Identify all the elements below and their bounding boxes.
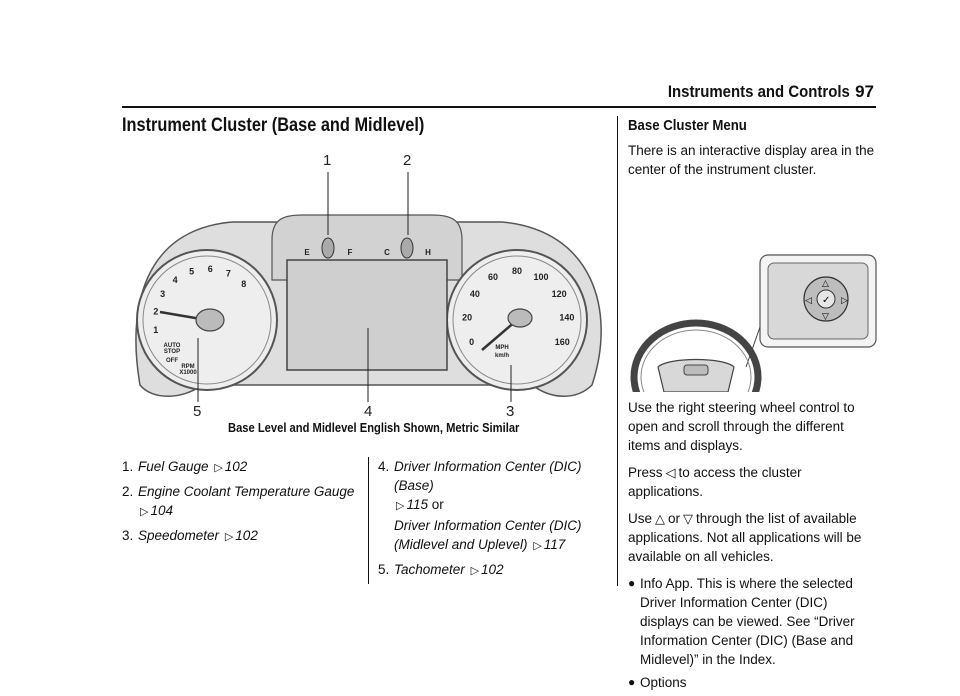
- speedo-tick-label: 60: [487, 272, 498, 283]
- speedo-tick-label: 40: [469, 289, 480, 300]
- tach-tick-label: 3: [160, 288, 166, 299]
- tach-text: X1000: [179, 370, 197, 376]
- page-header: [0, 0, 960, 110]
- up-arrow-icon: △: [822, 279, 829, 289]
- tach-tick-label: 8: [241, 279, 247, 290]
- tach-text: STOP: [163, 349, 181, 355]
- callout-list-left: [122, 457, 358, 551]
- base-cluster-menu-section: [628, 110, 878, 696]
- tach-tick-label: 2: [153, 306, 159, 317]
- callout-list-right: [378, 457, 613, 585]
- list-item: 3. Speedometer ▷ 102: [122, 526, 358, 547]
- up-arrow-icon: △: [655, 511, 666, 526]
- callout-3: 3: [506, 403, 515, 420]
- page-ref-arrow-icon: ▷: [533, 540, 542, 552]
- down-arrow-icon: ▽: [683, 511, 694, 526]
- speedo-tick-label: 100: [533, 272, 549, 283]
- steering-wheel-hub: [658, 360, 734, 393]
- down-arrow-icon: ▽: [822, 312, 829, 322]
- page-ref-arrow-icon: ▷: [224, 531, 234, 543]
- section-title: Instrument Cluster (Base and Midlevel): [122, 115, 425, 136]
- bullet-icon: ●: [628, 675, 636, 689]
- speedo-tick-label: 120: [551, 289, 567, 300]
- speedo-tick-label: 140: [559, 312, 575, 323]
- bullet-icon: ●: [628, 576, 636, 590]
- page-ref-arrow-icon: ▷: [396, 500, 405, 512]
- bullet-item: ● Info App. This is where the selected Driver Information Center (DIC) displays can be viewed. See “Driver Information Center (DIC) (Base and Midlevel)” in the Index.: [628, 576, 855, 667]
- page-ref-arrow-icon: ▷: [470, 565, 480, 577]
- column-divider: [368, 457, 369, 584]
- bullet-item: ● Options: [628, 675, 687, 690]
- list-item: 1. Fuel Gauge ▷ 102: [122, 457, 358, 478]
- column-divider: [617, 116, 618, 586]
- intro-paragraph: There is an interactive display area in the center of the instrument cluster.: [628, 143, 875, 177]
- speedo-text: MPH: [495, 345, 509, 351]
- page-ref-arrow-icon: ▷: [214, 462, 223, 474]
- tach-text: RPM: [181, 364, 195, 370]
- figure-caption: Base Level and Midlevel English Shown, Metric Similar: [228, 420, 520, 435]
- section-heading: Base Cluster Menu: [628, 117, 747, 134]
- link-dic-midlevel[interactable]: Driver Information Center (DIC) (Midlevel and Uplevel): [394, 518, 582, 552]
- list-item: 5. Tachometer ▷ 102: [378, 560, 613, 581]
- steering-wheel-figure: [628, 187, 878, 392]
- link-tachometer[interactable]: Tachometer: [394, 562, 465, 577]
- speedo-tick-label: 0: [469, 337, 475, 348]
- callout-1: 1: [323, 152, 332, 169]
- link-dic-base[interactable]: Driver Information Center (DIC) (Base): [394, 459, 582, 493]
- steering-wheel-illustration: [628, 187, 878, 392]
- header-title: Instruments and Controls: [667, 82, 850, 101]
- speedo-text: km/h: [494, 353, 510, 359]
- list-item: 2. Engine Coolant Temperature Gauge ▷ 104: [122, 482, 358, 522]
- tach-text: AUTO: [163, 343, 181, 349]
- speedo-tick-label: 160: [554, 337, 570, 348]
- header-rule: [122, 106, 876, 108]
- right-arrow-icon: ▷: [841, 296, 848, 306]
- tach-tick-label: 4: [172, 274, 178, 285]
- check-icon: ✓: [822, 295, 831, 306]
- speedo-tick-label: 20: [462, 312, 473, 323]
- page-ref-arrow-icon: ▷: [140, 506, 149, 518]
- press-paragraph: Press ◁ to access the cluster applications.: [628, 465, 802, 499]
- tach-tick-label: 7: [225, 268, 231, 279]
- center-display: [287, 260, 447, 370]
- left-arrow-icon: ◁: [805, 296, 812, 306]
- use-paragraph: Use △ or ▽ through the list of available applications. Not all applications will be available on all vehicles.: [628, 511, 862, 564]
- temp-gauge-knob: [401, 238, 413, 258]
- callout-2: 2: [403, 152, 412, 169]
- tach-text: OFF: [166, 358, 178, 364]
- tach-tick-label: 1: [153, 325, 159, 336]
- callout-5: 5: [193, 403, 202, 420]
- link-fuel-gauge[interactable]: Fuel Gauge: [138, 459, 209, 474]
- fuel-label: F: [347, 248, 353, 257]
- link-speedometer[interactable]: Speedometer: [138, 528, 220, 543]
- link-engine-coolant[interactable]: Engine Coolant Temperature Gauge: [138, 484, 355, 499]
- fuel-gauge-knob: [322, 238, 334, 258]
- temp-label: C: [384, 248, 390, 257]
- callout-4: 4: [364, 403, 373, 420]
- temp-label: H: [425, 248, 431, 257]
- left-arrow-icon: ◁: [665, 465, 676, 480]
- page-number: 97: [855, 82, 874, 101]
- fuel-label: E: [304, 248, 310, 257]
- instrument-cluster-figure: [122, 150, 610, 420]
- tach-tick-label: 6: [207, 264, 213, 275]
- tach-tick-label: 5: [189, 266, 195, 277]
- speedo-tick-label: 80: [511, 266, 523, 276]
- list-item: 4. Driver Information Center (DIC) (Base) ▷ 115 or Driver Information Center (DIC) (Midlevel and Uplevel) ▷ 117: [378, 457, 613, 556]
- instrument-cluster-illustration: [122, 150, 610, 420]
- use-control-paragraph: Use the right steering wheel control to open and scroll through the different items and displays.: [628, 400, 855, 453]
